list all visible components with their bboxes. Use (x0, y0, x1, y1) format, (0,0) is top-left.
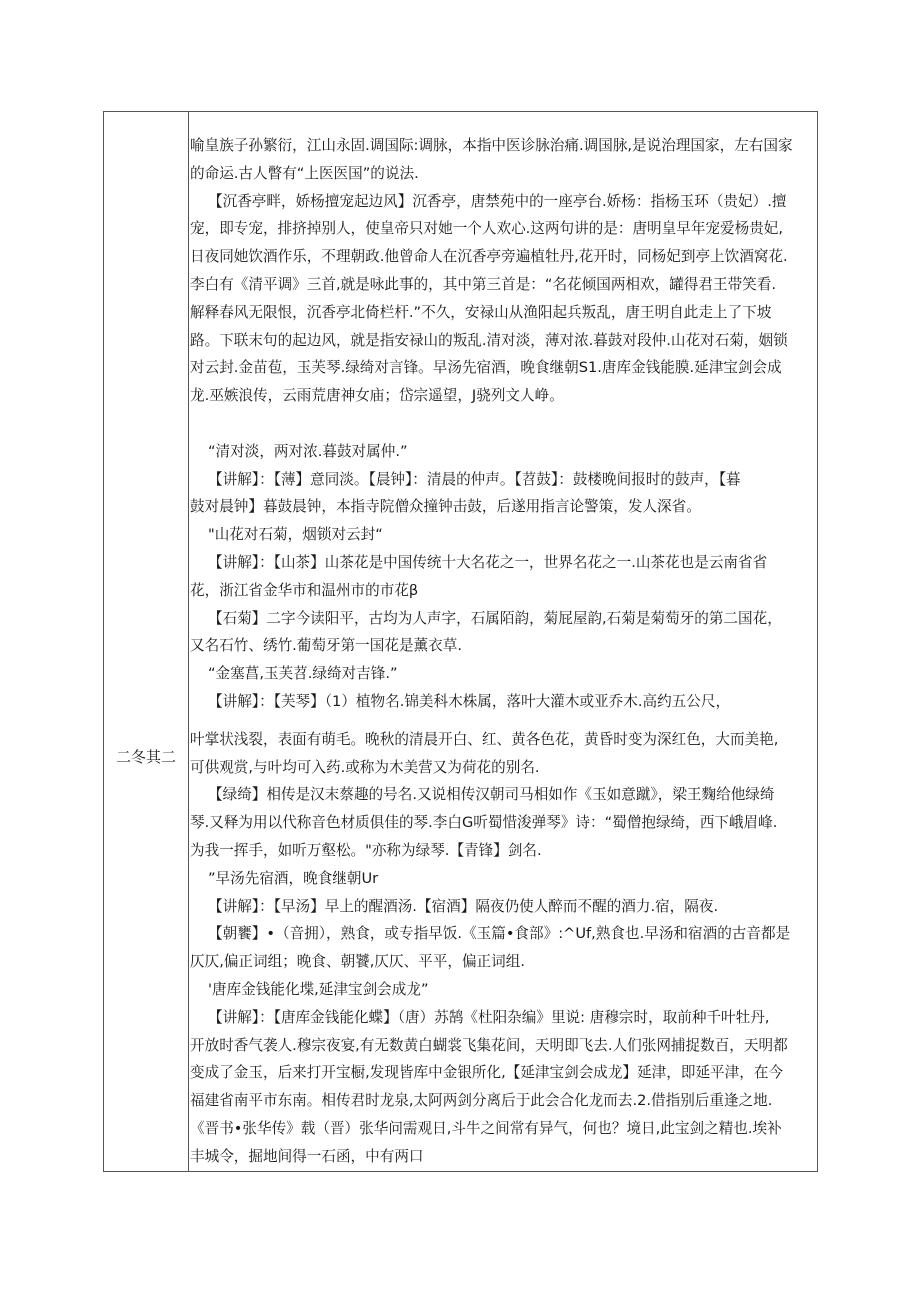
text-line: 福建省南平市东南。相传君时龙泉,太阿两剑分离后于此会合化龙而去.2.借指别后重逢之地. (190, 1092, 773, 1110)
text-line: 【讲解】：【薄】意同淡。【晨钟】：清晨的仲声。【苕鼓】：鼓楼晚间报时的鼓声，【暮 (208, 470, 741, 488)
text-line: "山花对石菊，烟锁对云封“ (208, 526, 383, 544)
text-line: “清对淡，两对浓.暮鼓对属仲.” (208, 442, 408, 460)
text-line: 【讲解】：【早汤】早上的醒酒汤.【宿酒】隔夜仍使人醉而不醒的酒力.宿，隔夜. (208, 897, 719, 915)
blank-line (190, 410, 818, 438)
text-line: 【讲解】：【山茶】山茶花是中国传统十大名花之一，世界名花之一.山茶花也是云南省省 (208, 553, 768, 571)
text-line: 路。下联末句的起边风，就是指安禄山的叛乱.清对淡，薄对浓.暮鼓对段仲.山花对石菊，姻锁 (190, 331, 788, 349)
document-table (103, 111, 818, 1172)
text-line: 【讲解】：【芙琴】（1）植物名.锦美科木株属，落叶大灌木或亚乔木.高约五公尺， (208, 692, 731, 710)
text-line: 叶掌状浅裂，表面有萌毛。晚秋的清晨开白、红、黄各色花，黄昏时变为深红色，大而美艳, (190, 730, 779, 748)
text-line: 宠，即专宠，排挤掉别人，使皇帝只对她一个人欢心.这两句讲的是：唐明皇早年宠爱杨贵妃, (190, 220, 784, 238)
text-line: 喻皇族子孙繁衍，江山永固.调国际:调脉，本指中医诊脉治痛.调国脉,是说治理国家，左右国家 (190, 137, 793, 154)
text-line: 【讲解】：【唐库金钱能化蝶】（唐）苏鹄《杜阳杂编》里说: 唐穆宗时，取前种千叶牡丹, (208, 1008, 770, 1026)
text-line: 变成了金玉，后来打开宝橱,发现皆库中金银所化,【延津宝剑会成龙】延津，即延平津，在今 (190, 1064, 784, 1082)
annotation-text (190, 132, 818, 1170)
text-line: 《晋书•张华传》载（晋）张华问需观日,斗牛之间常有异气，何也？境日,此宝剑之精也.埃补 (190, 1119, 782, 1137)
text-line: “金塞菖,玉芙苕.绿绮对吉锋.” (208, 665, 398, 683)
text-line: 丰城令，掘地间得一石函，中有两口 (190, 1147, 424, 1165)
text-line: 【绿绮】相传是汉末蔡趣的号名.又说相传汉朝司马相如作《玉如意蹴》，梁王麴给他绿绮 (208, 786, 775, 804)
blank-line (190, 716, 818, 726)
column-divider (188, 112, 189, 1171)
text-line: 解释春风无限恨，沉香亭北倚栏杆.”不久，安禄山从渔阳起兵叛乱，唐王明自此走上了下坡 (190, 303, 772, 321)
text-line: 鼓对晨钟】暮鼓晨钟，本指寺院僧众撞钟击鼓，后遂用指言论警策，发人深省。 (190, 498, 701, 516)
text-line: 琴.又释为用以代称音色材质俱佳的琴.李白G听蜀惜浚弹琴》诗：“蜀僧抱绿绮，西下峨眉峰. (190, 814, 778, 832)
text-line: 仄仄,偏正词组；晚食、朝饕,仄仄、平平，偏正词组. (190, 953, 525, 971)
text-line: 的命运.古人瞥有“上医医国”的说法. (190, 164, 419, 182)
text-line: 【石菊】二字今读阳平，古均为人声字，石属陌韵，菊屁屋韵,石菊是菊萄牙的第二国花， (208, 609, 782, 627)
text-line: 可供观赏,与叶均可入药.或称为木美营又为荷花的别名. (190, 758, 540, 776)
text-line: 李白有《清平调》三首,就是咏此事的，其中第三首是：“名花倾国两相欢，罐得君王带笑看. (190, 275, 776, 293)
text-line: 为我一挥手，如听万壑松。"亦称为绿琴.【青锋】剑名. (190, 841, 542, 859)
text-line: 又名石竹、绣竹.葡萄牙第一国花是薰衣草. (190, 637, 462, 655)
text-line: 【沉香亭畔，娇杨擅宠起边风】沉香亭，唐禁苑中的一座亭台.娇杨：指杨玉环（贵妃）.擅 (208, 192, 787, 210)
text-line: 【朝饔】•（音拥），熟食，或专指早饭.《玉篇•食部》:^Uf,熟食也.早汤和宿酒的古音都是 (208, 925, 791, 943)
text-line: 开放时香气袭人.穆宗夜宴,有无数黄白蝴裳飞集花间，天明即飞去.人们张网捕捉数百，天明都 (190, 1036, 788, 1054)
text-line: '唐库金钱能化堞,延津宝剑会成龙” (208, 980, 429, 998)
text-line: 龙.巫嫉浪传，云雨荒唐神女庙；岱宗遥望，J骁列文人峥。 (190, 387, 564, 405)
text-line: 对云封.金苗苞，玉芙琴.绿绮对言锋。早汤先宿酒，晚食继朝S1.唐库金钱能膜.延津宝剑会成 (190, 359, 782, 377)
text-line: ”早汤先宿酒，晚食继朝Ur (208, 869, 379, 887)
text-line: 日夜同她饮酒作乐，不理朝政.他曾命人在沉香亭旁遍植牡丹,花开时，同杨妃到亭上饮酒窝花. (190, 248, 788, 266)
row-label: 二冬其二 (115, 748, 176, 766)
text-line: 花，浙江省金华市和温州市的市花β (190, 581, 419, 599)
